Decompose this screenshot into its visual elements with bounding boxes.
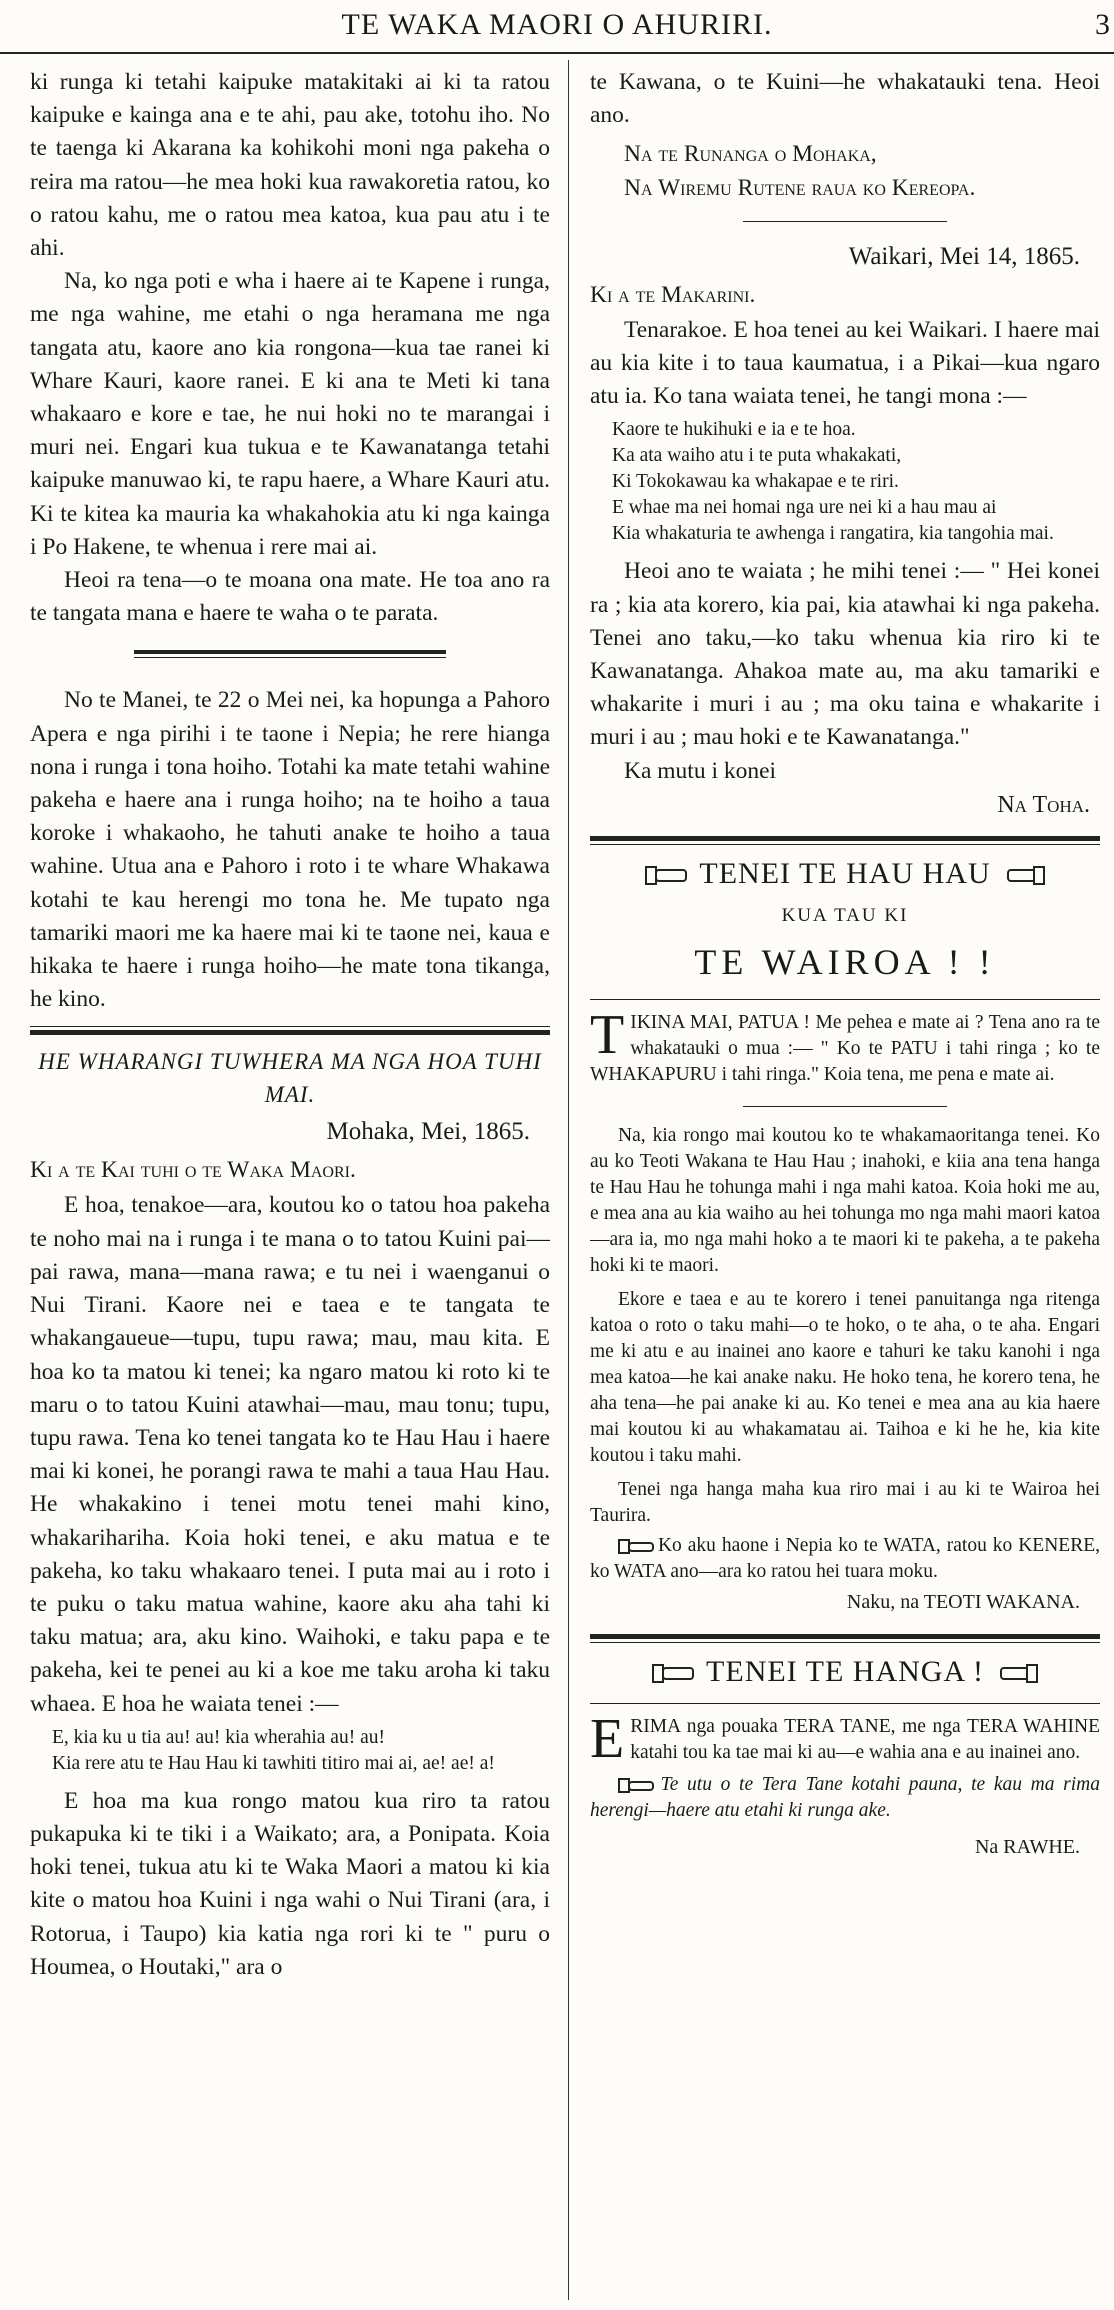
letter-dateline: Mohaka, Mei, 1865.	[326, 1118, 530, 1146]
poem-line: Kaore te hukihuki e ia e te hoa.	[612, 419, 856, 441]
letters-heading: HE WHARANGI TUWHERA MA NGA HOA TUHI MAI.	[38, 1049, 542, 1108]
ad-separator	[743, 1106, 947, 1107]
pointing-hand-right-icon	[618, 1538, 652, 1554]
left-column	[30, 66, 550, 2310]
letter-paragraph: te Kawana, o te Kuini—he whakatauki tena. Heoi ano.	[590, 69, 1100, 129]
ad-signature: Naku, na TEOTI WAKANA.	[846, 1590, 1080, 1613]
pointing-hand-right-icon	[618, 1777, 652, 1793]
ad-paragraph: Ekore e taea e au te korero i tenei panuitanga nga ritenga katoa o roto o taku mahi—o te hoko, o te aha, o te aha. Engari me ki atu e au inainei ano kaore e tahuri ke taku kanohi i nga mea katoa—he kai anake naku. He hoko tena, he korero tena, he aha tena—he pai anake ki au. Ko tenei e mea ana au kia haere mai koutou ki au whakamatau ai. Taihoa e ki he he, kia kite koutou i taku mahi.	[590, 1288, 1100, 1466]
newspaper-title: TE WAKA MAORI O AHURIRI.	[341, 8, 773, 41]
poem-line: Kia whakaturia te awhenga i rangatira, kia tangohia mai.	[612, 523, 1054, 545]
ad-paragraph: Tenei nga hanga maha kua riro mai i au ki te Wairoa hei Taurira.	[590, 1478, 1100, 1526]
right-column	[590, 66, 1100, 2310]
article-paragraph: No te Manei, te 22 o Mei nei, ka hopunga a Pahoro Apera e nga pirihi i te taone i Nepia; he rere hianga nona i runga i tona hoiho. Totahi ka mate tetahi wahine pakeha e haere ana i runga hoiho; na te hoiho a taua koroke i whakaoho, he tahuti anake te hoiho a taua wahine. Utua ana e Pahoro i roto i te whare Whakawa kotahi te kau herengi mo tona he. Me tupato nga tamariki maori me ka haere mai ki te taone nei, kaua e hikaka te haere i runga hoiho—he mate tona tikanga, he kino.	[30, 687, 550, 1013]
ad-title-row	[590, 857, 1100, 891]
drop-cap: E	[590, 1707, 625, 1770]
article-paragraph: Na, ko nga poti e wha i haere ai te Kapene i runga, me nga wahine, me etahi o nga heramana me nga tangata atu, kaore ano kia rongona—kua tae ranei ki Whare Kauri, kaore ranei. E ki ana te Meti ki tana whakaaro e kore e tae, he nui hoki no te marangai i muri nei. Engari kua tukua e te Kawanatanga tetahi kaipuke manuwao ki, te rapu haere, a Whare Kauri atu. Ki te kitea ka mauria ka whakahokia atu ki nga kainga i Po Hakene, te whenua i rere mai ai.	[30, 268, 550, 560]
ad-title: TENEI TE HANGA !	[706, 1654, 984, 1688]
letter-poem	[30, 1725, 550, 1777]
letter-paragraph: E hoa, tenakoe—ara, koutou ko o tatou hoa pakeha te noho mai na i runga i te mana o to tatou Kuini pai—pai rawa, mana—mana rawa; e tu nei i waenganui o Nui Tirani. Kaore nei e taea e te tangata te whakangaueue—tupu, tupu rawa; mau, mau kita. E hoa ko ta matou ki tenei; ka ngaro matou ki roto ki te maru o to tatou Kuini atawhai—mau, mau tonu; tupu, tupu rawa. Tena ko tenei tangata ko te Hau Hau i haere mai ki konei, he porangi rawa te mahi a taua Hau Hau. He whakakino i tenei motu tenei mahi kino, whakarihariha. Koia hoki tenei, e aku matua e te pakeha, ko taku whakaaro tenei. I puta mai au i roto i te puku o taku matua wahine, kaore aku aha tahi ki taku matua; ara, aku kino. Waihoki, e taku papa e te pakeha, kei te penei au ki a koe me taku aroha ki taku whaea. E hoa he waiata tenei :—	[30, 1192, 550, 1717]
pointing-hand-right-icon	[652, 1662, 690, 1682]
article-paragraph: ki runga ki tetahi kaipuke matakitaki ai ki ta ratou kaipuke e kainga ana e te ahi, pau ake, totohu iho. No te taenga ki Akarana ka kohikohi moni nga pakeha o reira ma ratou—he mea hoki kua rawakoretia ratou, ko o ratou kahu, me o ratou mea katoa, kua pau atu i te ahi.	[30, 69, 550, 262]
ad-title: TENEI TE HAU HAU	[699, 856, 991, 890]
pointing-hand-left-icon	[1007, 864, 1045, 884]
ad-paragraph: Na, kia rongo mai koutou ko te whakamaoritanga tenei. Ko au ko Teoti Wakana te Hau Hau ; inahoki, e kiia ana tena hanga te Hau Hau he tohunga mahi i nga mahi katoa. Koia hoki me au, e mea ana au kia waiho au hei tohunga mo nga mahi maori katoa—ara ia, mo nga mahi hoko a te maori ki te pakeha, a te pakeha hoki ki te maori.	[590, 1124, 1100, 1276]
ad-intro	[590, 1707, 1100, 1770]
page-number: 3	[1095, 8, 1110, 41]
poem-line: Ka ata waiho atu i te puta whakakati,	[612, 445, 902, 467]
pointing-hand-right-icon	[645, 864, 683, 884]
ad-rule	[590, 1703, 1100, 1704]
section-rule	[30, 1026, 550, 1035]
ad-headline: TE WAIROA ! !	[694, 941, 996, 982]
ad-paragraph: Ko aku haone i Nepia ko te WATA, ratou ko KENERE, ko WATA ano—ara ko ratou hei tuara moku.	[590, 1534, 1100, 1582]
letter-signature: Na Toha.	[997, 791, 1090, 818]
ad-title-row	[590, 1655, 1100, 1689]
pointing-hand-left-icon	[1000, 1662, 1038, 1682]
section-rule	[134, 650, 446, 658]
poem-line: Kia rere atu te Hau Hau ki tawhiti titiro mai ai, ae! ae! a!	[52, 1752, 495, 1774]
letter-paragraph: Ka mutu i konei	[624, 757, 777, 784]
ad-rule	[590, 1642, 1100, 1643]
ad-intro	[590, 1003, 1100, 1088]
ad-note: Te utu o te Tera Tane kotahi pauna, te kau ma rima herengi—haere atu etahi ki runga ake.	[590, 1773, 1100, 1821]
poem-line: E whae ma nei homai nga ure nei ki a hau mau ai	[612, 497, 997, 519]
letter-signature: Na te Runanga o Mohaka,	[624, 141, 877, 168]
letter-paragraph: Heoi ano te waiata ; he mihi tenei :— " Hei konei ra ; kia ata korero, kia pai, kia atawhai ki nga pakeha. Tenei ano taku,—ko taku whenua kia riro ki te Kawanatanga. Ahakoa mate au, ma aku tamariki e whakarite i muri i au ; ma oku taina e whakarite i muri i au ; mau hoki e te Kawanatanga."	[590, 558, 1100, 751]
letter-signature: Na Wiremu Rutene raua ko Kereopa.	[624, 174, 976, 201]
ad-rule-top	[590, 836, 1100, 841]
drop-cap: T	[590, 1003, 625, 1066]
letter-dateline: Waikari, Mei 14, 1865.	[848, 242, 1080, 270]
letter-poem	[590, 417, 1100, 547]
section-rule	[743, 221, 947, 222]
poem-line: E, kia ku u tia au! au! kia wherahia au! au!	[52, 1726, 385, 1748]
poem-line: Ki Tokokawau ka whakapae e te riri.	[612, 471, 899, 493]
article-paragraph: Heoi ra tena—o te moana ona mate. He toa ano ra te tangata mana e haere te waha o te parata.	[30, 567, 550, 627]
ad-signature: Na RAWHE.	[974, 1835, 1080, 1858]
column-divider	[568, 60, 569, 2300]
ad-rule	[590, 844, 1100, 845]
letter-address: Ki a te Makarini.	[590, 281, 756, 308]
ad-rule-top	[590, 1634, 1100, 1639]
letter-paragraph: E hoa ma kua rongo matou kua riro ta ratou pukapuka ki te tiki i a Waikato; ara, a Ponipata. Koia hoki tenei, tukua atu ki te Waka Maori a matou ki kia kite o matou hoa Kuini i nga wahi o Nui Tirani (ara, i Rotorua, i Taupo) kia katia nga rori ki te " puru o Houmea, o Houtaki," ara o	[30, 1787, 550, 1980]
letter-paragraph: Tenarakoe. E hoa tenei au kei Waikari. I haere mai au kia kite i to taua kaumatua, i a Pikai—kua ngaro atu ia. Ko tana waiata tenei, he tangi mona :—	[590, 316, 1100, 410]
page-header	[0, 0, 1114, 54]
ad-subtitle: KUA TAU KI	[781, 904, 909, 926]
ad-intro-text: IKINA MAI, PATUA ! Me pehea e mate ai ? Tena ano ra te whakatauki o mua :— " Ko te PATU i tahi ringa ; ko te WHAKAPURU i tahi ringa." Koia tena, me pena e mate ai.	[590, 1011, 1100, 1085]
ad-rule	[590, 999, 1100, 1000]
letter-address: Ki a te Kai tuhi o te Waka Maori.	[30, 1157, 356, 1184]
ad-intro-text: RIMA nga pouaka TERA TANE, me nga TERA WAHINE katahi tou ka tae mai ki au—e wahia ana e au inainei ano.	[630, 1715, 1100, 1763]
